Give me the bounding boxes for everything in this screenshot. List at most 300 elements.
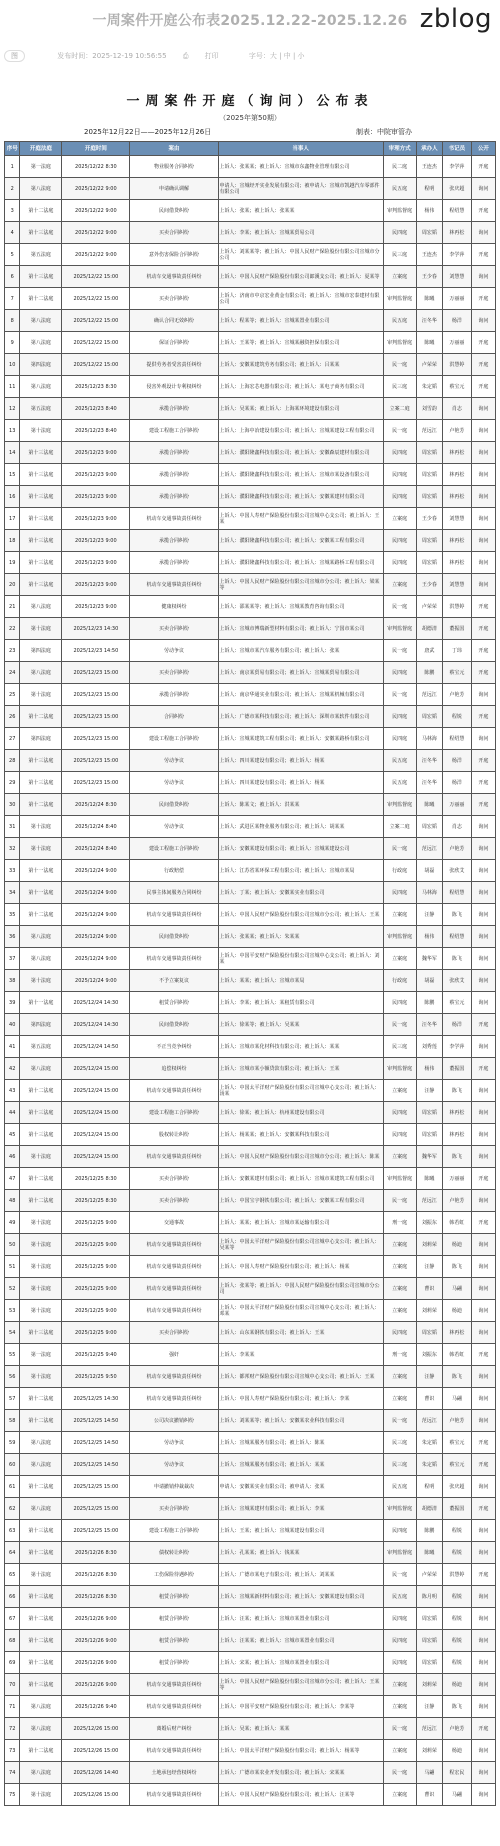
- cell-open: 询问: [471, 1190, 495, 1212]
- cell-cause: 租赁合同纠纷: [130, 992, 218, 1014]
- table-row: [5, 772, 496, 794]
- cell-time: 2025/12/22 15:00: [62, 332, 130, 354]
- cell-cause: 物业服务合同纠纷: [130, 156, 218, 178]
- cell-open: 询问: [471, 1608, 495, 1630]
- cell-open: 开庭: [471, 288, 495, 310]
- cell-trial-type: 审判监督庭: [383, 794, 416, 816]
- cell-trial-type: 民四庭: [383, 486, 416, 508]
- table-row: [5, 1608, 496, 1630]
- table-row: [5, 662, 496, 684]
- cell-judge: 范远江: [416, 420, 442, 442]
- table-row: [5, 970, 496, 992]
- cell-no: 5: [5, 244, 20, 266]
- cell-no: 75: [5, 1784, 20, 1806]
- cell-open: 询问: [471, 684, 495, 706]
- cell-parties: 上诉人：濮阳隆鑫科技有限公司；被上诉人：宣城市某设备有限公司: [218, 464, 383, 486]
- cell-open: 开庭: [471, 794, 495, 816]
- column-header-time: 开庭时间: [62, 142, 130, 156]
- cell-parties: 上诉人：都邦财产保险股份有限公司宣城中心支公司；被上诉人：王某: [218, 1366, 383, 1388]
- cell-clerk: 陈飞: [443, 904, 472, 926]
- cell-cause: 工伤保险待遇纠纷: [130, 1564, 218, 1586]
- brand-logo[interactable]: zblog: [419, 4, 492, 34]
- table-row: [5, 684, 496, 706]
- cell-parties: 上诉人：中国人民财产保险股份有限公司宣城市分公司；被上诉人：王某等: [218, 1674, 383, 1696]
- cell-open: 开庭: [471, 200, 495, 222]
- cell-court: 第十三法庭: [20, 1520, 62, 1542]
- cell-no: 31: [5, 816, 20, 838]
- cell-open: 询问: [471, 310, 495, 332]
- cell-trial-type: 立案庭: [383, 1080, 416, 1102]
- cell-cause: 机动车交通事故责任纠纷: [130, 904, 218, 926]
- cell-parties: 上诉人：中国人民财产保险股份有限公司宣城市分公司；被上诉人：梁某等: [218, 574, 383, 596]
- cell-trial-type: 民三庭: [383, 244, 416, 266]
- cell-trial-type: 审判监督庭: [383, 288, 416, 310]
- cell-cause: 机动车交通事故责任纠纷: [130, 1256, 218, 1278]
- cell-clerk: 肖志: [443, 816, 472, 838]
- cell-judge: 杨伟: [416, 1058, 442, 1080]
- cell-open: 开庭: [471, 1058, 495, 1080]
- cell-clerk: 程宏民: [443, 1762, 472, 1784]
- cell-clerk: 蔡宝元: [443, 1432, 472, 1454]
- cell-cause: 强奸: [130, 1344, 218, 1366]
- cell-court: 第四法庭: [20, 640, 62, 662]
- cell-cause: 机动车交通事故责任纠纷: [130, 1234, 218, 1256]
- cell-judge: 曹识: [416, 1278, 442, 1300]
- cell-open: 询问: [471, 926, 495, 948]
- cell-clerk: 陈飞: [443, 1256, 472, 1278]
- cell-open: 询问: [471, 486, 495, 508]
- cell-time: 2025/12/25 14:50: [62, 1454, 130, 1476]
- cell-clerk: 万丽丽: [443, 288, 472, 310]
- cell-clerk: 万丽丽: [443, 332, 472, 354]
- cell-trial-type: 民四庭: [383, 530, 416, 552]
- cell-trial-type: 民四庭: [383, 728, 416, 750]
- cell-judge: 刘莉荣: [416, 1674, 442, 1696]
- column-header-open: 公开: [471, 142, 495, 156]
- cell-clerk: 程锐: [443, 1520, 472, 1542]
- cell-court: 第十三法庭: [20, 574, 62, 596]
- cell-no: 69: [5, 1652, 20, 1674]
- cell-parties: 上诉人：邵某某等；被上诉人：宣城某教育咨询有限公司: [218, 596, 383, 618]
- cell-clerk: 杨迪: [443, 1740, 472, 1762]
- cell-trial-type: 立案庭: [383, 948, 416, 970]
- table-row: [5, 640, 496, 662]
- cell-court: 第十二法庭: [20, 1476, 62, 1498]
- cell-judge: 周宏韬: [416, 442, 442, 464]
- cell-cause: 侵害外观设计专利权纠纷: [130, 376, 218, 398]
- cell-time: 2025/12/24 8:30: [62, 794, 130, 816]
- table-row: [5, 376, 496, 398]
- cell-no: 6: [5, 266, 20, 288]
- cell-court: 第五法庭: [20, 1036, 62, 1058]
- cell-clerk: 刘慧慧: [443, 266, 472, 288]
- cell-cause: 确认合同无效纠纷: [130, 310, 218, 332]
- cell-open: 开庭: [471, 1168, 495, 1190]
- cell-no: 43: [5, 1080, 20, 1102]
- table-row: [5, 1652, 496, 1674]
- cell-open: 开庭: [471, 750, 495, 772]
- cell-judge: 马林海: [416, 882, 442, 904]
- cell-no: 15: [5, 464, 20, 486]
- table-row: [5, 1454, 496, 1476]
- table-row: [5, 420, 496, 442]
- cell-clerk: 杨洋: [443, 750, 472, 772]
- cell-time: 2025/12/26 14:40: [62, 1762, 130, 1784]
- cell-parties: 上诉人：宣城某建材有限公司；被上诉人：李某: [218, 1498, 383, 1520]
- cell-clerk: 陈飞: [443, 948, 472, 970]
- table-row: [5, 596, 496, 618]
- cell-parties: 上诉人：安徽某建筑劳务有限公司；被上诉人：吕某某: [218, 354, 383, 376]
- cell-trial-type: 立案庭: [383, 1740, 416, 1762]
- cell-court: 第八法庭: [20, 948, 62, 970]
- cell-clerk: 卢艳芳: [443, 838, 472, 860]
- cell-trial-type: 立案庭: [383, 904, 416, 926]
- cell-no: 11: [5, 376, 20, 398]
- cell-parties: 上诉人：广德市某电子有限公司；被上诉人：刘某某: [218, 1564, 383, 1586]
- cell-parties: 上诉人：宣城市某化材科技有限公司；被上诉人：某某: [218, 1036, 383, 1058]
- cell-parties: 上诉人：李某；被上诉人：宣城某贸易公司: [218, 222, 383, 244]
- cell-trial-type: 立案庭: [383, 1256, 416, 1278]
- cell-open: 开庭: [471, 1432, 495, 1454]
- cell-court: 第八法庭: [20, 662, 62, 684]
- cell-cause: 劳动争议: [130, 640, 218, 662]
- font-size-control[interactable]: 字号：大 | 中 | 小: [248, 52, 305, 60]
- cell-judge: 陈曦: [416, 332, 442, 354]
- cell-parties: 上诉人：宣城某建筑工程有限公司；被上诉人：安徽某路桥有限公司: [218, 728, 383, 750]
- cell-parties: 上诉人：王某；被上诉人：宣城某建设有限公司: [218, 1520, 383, 1542]
- cell-clerk: 洪慧婷: [443, 354, 472, 376]
- cell-trial-type: 立案庭: [383, 1784, 416, 1806]
- cell-clerk: 丁玮: [443, 640, 472, 662]
- cell-cause: 承揽合同纠纷: [130, 464, 218, 486]
- cell-no: 67: [5, 1608, 20, 1630]
- cell-judge: 朱定韬: [416, 1432, 442, 1454]
- cell-time: 2025/12/26 9:40: [62, 1696, 130, 1718]
- cell-judge: 汪静: [416, 904, 442, 926]
- cell-cause: 机动车交通事故责任纠纷: [130, 1674, 218, 1696]
- table-row: [5, 816, 496, 838]
- cell-cause: 买卖合同纠纷: [130, 1322, 218, 1344]
- page-title: 一周案件开庭公布表2025.12.22-2025.12.26: [92, 13, 408, 29]
- cell-court: 第十三法庭: [20, 1102, 62, 1124]
- table-row: [5, 1058, 496, 1080]
- cell-parties: 上诉人：上海宏芯电器有限公司；被上诉人：某电子商务有限公司: [218, 376, 383, 398]
- cell-cause: 承揽合同纠纷: [130, 552, 218, 574]
- cell-trial-type: 民四庭: [383, 882, 416, 904]
- cell-open: 开庭: [471, 618, 495, 640]
- cell-court: 第十三法庭: [20, 442, 62, 464]
- cell-no: 23: [5, 640, 20, 662]
- cell-trial-type: 审判监督庭: [383, 332, 416, 354]
- cell-trial-type: 立案庭: [383, 1234, 416, 1256]
- cell-time: 2025/12/23 9:00: [62, 596, 130, 618]
- cell-trial-type: 民五庭: [383, 1586, 416, 1608]
- cell-parties: 上诉人：宣城某服务有限公司；被上诉人：陈某: [218, 1432, 383, 1454]
- cell-time: 2025/12/24 9:00: [62, 948, 130, 970]
- cell-cause: 公司决议撤销纠纷: [130, 1410, 218, 1432]
- cell-parties: 上诉人：程某等；被上诉人：宣城某置业有限公司: [218, 310, 383, 332]
- cell-no: 38: [5, 970, 20, 992]
- cell-court: 第八法庭: [20, 1718, 62, 1740]
- cell-cause: 机动车交通事故责任纠纷: [130, 1146, 218, 1168]
- publish-time: 发布时间：2025-12-19 10:56:55: [57, 52, 167, 60]
- cell-parties: 上诉人：中国太平洋财产保险股份有限公司；被上诉人：杨某等: [218, 1740, 383, 1762]
- table-row: [5, 706, 496, 728]
- cell-court: 第十法庭: [20, 1564, 62, 1586]
- cell-court: 第十二法庭: [20, 288, 62, 310]
- cell-clerk: 李学萍: [443, 156, 472, 178]
- cell-trial-type: 立案庭: [383, 1146, 416, 1168]
- cell-no: 56: [5, 1366, 20, 1388]
- cell-clerk: 林再松: [443, 486, 472, 508]
- cell-open: 询问: [471, 420, 495, 442]
- table-row: [5, 1696, 496, 1718]
- cell-court: 第十法庭: [20, 1256, 62, 1278]
- cell-court: 第十二法庭: [20, 1410, 62, 1432]
- table-row: [5, 860, 496, 882]
- cell-trial-type: 民四庭: [383, 1520, 416, 1542]
- cell-court: 第十二法庭: [20, 1388, 62, 1410]
- cell-cause: 劳动争议: [130, 750, 218, 772]
- cell-clerk: 张欣艾: [443, 970, 472, 992]
- cell-clerk: 程锐: [443, 1630, 472, 1652]
- cell-clerk: 张庆超: [443, 178, 472, 200]
- cell-no: 49: [5, 1212, 20, 1234]
- cell-trial-type: 民三庭: [383, 376, 416, 398]
- table-row: [5, 244, 496, 266]
- cell-judge: 周宏韬: [416, 222, 442, 244]
- column-header-court: 开庭法庭: [20, 142, 62, 156]
- cell-court: 第十一法庭: [20, 882, 62, 904]
- cell-parties: 上诉人：汪某某；被上诉人：宣城市某置业有限公司: [218, 1630, 383, 1652]
- cell-cause: 建设工程施工合同纠纷: [130, 728, 218, 750]
- print-link[interactable]: [183, 52, 233, 60]
- cell-trial-type: 民四庭: [383, 706, 416, 728]
- cell-no: 36: [5, 926, 20, 948]
- cell-court: 第一法庭: [20, 1344, 62, 1366]
- cell-judge: 汪冬华: [416, 750, 442, 772]
- cell-cause: 机动车交通事故责任纠纷: [130, 1388, 218, 1410]
- cell-no: 18: [5, 530, 20, 552]
- cell-clerk: 刘慧慧: [443, 508, 472, 530]
- cell-clerk: 万丽丽: [443, 794, 472, 816]
- cell-time: 2025/12/22 8:30: [62, 156, 130, 178]
- cell-open: 询问: [471, 530, 495, 552]
- cell-cause: 劳动争议: [130, 1432, 218, 1454]
- cell-clerk: 董振国: [443, 618, 472, 640]
- cell-time: 2025/12/26 15:00: [62, 1784, 130, 1806]
- table-row: [5, 1146, 496, 1168]
- cell-trial-type: 审判监督庭: [383, 1168, 416, 1190]
- cell-judge: 周宏韬: [416, 486, 442, 508]
- cell-cause: 申请确认调解: [130, 178, 218, 200]
- table-row: [5, 464, 496, 486]
- cell-time: 2025/12/23 8:40: [62, 398, 130, 420]
- cell-open: 询问: [471, 1388, 495, 1410]
- cell-time: 2025/12/25 15:00: [62, 1520, 130, 1542]
- cell-trial-type: 立案二庭: [383, 816, 416, 838]
- cell-judge: 陈鹏: [416, 1520, 442, 1542]
- cell-cause: 合同纠纷: [130, 706, 218, 728]
- cell-time: 2025/12/25 15:00: [62, 1476, 130, 1498]
- cell-judge: 刘振东: [416, 1212, 442, 1234]
- cell-court: 第十二法庭: [20, 200, 62, 222]
- cell-time: 2025/12/26 9:00: [62, 1608, 130, 1630]
- cell-cause: 承揽合同纠纷: [130, 684, 218, 706]
- cell-trial-type: 民一庭: [383, 640, 416, 662]
- cell-parties: 上诉人：上海中冶建设有限公司；被上诉人：宣城某建设工程有限公司: [218, 420, 383, 442]
- table-row: [5, 1080, 496, 1102]
- cell-judge: 卢荣荣: [416, 1564, 442, 1586]
- cell-time: 2025/12/26 9:00: [62, 1674, 130, 1696]
- cell-parties: 上诉人：安徽某建材有限公司；被上诉人：宣城市某建筑工程有限公司: [218, 1168, 383, 1190]
- cell-open: 询问: [471, 266, 495, 288]
- cell-court: 第十法庭: [20, 1278, 62, 1300]
- meta-pill[interactable]: 图: [4, 50, 25, 62]
- table-row: [5, 1432, 496, 1454]
- cell-trial-type: 民三庭: [383, 1454, 416, 1476]
- cell-open: 询问: [471, 1652, 495, 1674]
- cell-cause: 土地承包经营权纠纷: [130, 1762, 218, 1784]
- cell-clerk: 张庆超: [443, 1476, 472, 1498]
- cell-cause: 买卖合同纠纷: [130, 1190, 218, 1212]
- cell-court: 第十三法庭: [20, 222, 62, 244]
- cell-cause: 民间借贷纠纷: [130, 1014, 218, 1036]
- cell-no: 14: [5, 442, 20, 464]
- cell-open: 询问: [471, 1278, 495, 1300]
- cell-judge: 胡德清: [416, 618, 442, 640]
- cell-parties: 申请人：安徽某实业有限公司；被申请人：张某: [218, 1476, 383, 1498]
- cell-court: 第八法庭: [20, 178, 62, 200]
- cell-clerk: 肖志: [443, 398, 472, 420]
- cell-trial-type: 民五庭: [383, 772, 416, 794]
- cell-time: 2025/12/25 9:50: [62, 1366, 130, 1388]
- table-header-row: [5, 142, 496, 156]
- cell-cause: 民间借贷纠纷: [130, 200, 218, 222]
- table-row: [5, 1300, 496, 1322]
- cell-no: 26: [5, 706, 20, 728]
- cell-clerk: 林再松: [443, 442, 472, 464]
- cell-clerk: 杨迪: [443, 1674, 472, 1696]
- table-row: [5, 1674, 496, 1696]
- cell-no: 52: [5, 1278, 20, 1300]
- cell-clerk: 蔡宝元: [443, 992, 472, 1014]
- cell-court: 第十二法庭: [20, 1080, 62, 1102]
- cell-trial-type: 民五庭: [383, 178, 416, 200]
- cell-open: 开庭: [471, 772, 495, 794]
- cell-time: 2025/12/25 9:00: [62, 1300, 130, 1322]
- table-row: [5, 1542, 496, 1564]
- cell-judge: 胡磊: [416, 860, 442, 882]
- cell-parties: 上诉人：刘某某等；被上诉人：安徽某农业科技有限公司: [218, 1410, 383, 1432]
- cell-open: 询问: [471, 508, 495, 530]
- cell-parties: 上诉人：中国太平洋财产保险股份有限公司宣城中心支公司；被上诉人：邓某: [218, 1300, 383, 1322]
- cell-trial-type: 立案庭: [383, 1696, 416, 1718]
- cell-parties: 上诉人：宣城某服务有限公司；被上诉人：某某: [218, 1454, 383, 1476]
- cell-open: 开庭: [471, 1014, 495, 1036]
- cell-judge: 周宏韬: [416, 816, 442, 838]
- cell-judge: 汪冬华: [416, 310, 442, 332]
- cell-open: 询问: [471, 442, 495, 464]
- cell-clerk: 卢艳芳: [443, 1410, 472, 1432]
- cell-parties: 上诉人：丁某；被上诉人：安徽某实业有限公司: [218, 882, 383, 904]
- cell-no: 40: [5, 1014, 20, 1036]
- cell-time: 2025/12/22 9:00: [62, 244, 130, 266]
- cell-clerk: 卢艳芳: [443, 420, 472, 442]
- cell-court: 第十三法庭: [20, 486, 62, 508]
- cell-cause: 租赁合同纠纷: [130, 1586, 218, 1608]
- cell-court: 第八法庭: [20, 1454, 62, 1476]
- cell-clerk: 洪慧婷: [443, 1564, 472, 1586]
- cell-trial-type: 立案庭: [383, 1366, 416, 1388]
- cell-trial-type: 立案庭: [383, 1278, 416, 1300]
- cell-cause: 民事主体间服务合同纠纷: [130, 882, 218, 904]
- cell-parties: 上诉人：四川某建设有限公司；被上诉人：杨某: [218, 772, 383, 794]
- cell-cause: 租赁合同纠纷: [130, 1608, 218, 1630]
- cell-clerk: 卢艳芳: [443, 1718, 472, 1740]
- cell-cause: 不正当竞争纠纷: [130, 1036, 218, 1058]
- cell-parties: 上诉人：中国太平洋财产保险股份有限公司宣城中心支公司；被上诉人：吴某等: [218, 1234, 383, 1256]
- cell-no: 25: [5, 684, 20, 706]
- cell-clerk: 杨洋: [443, 1014, 472, 1036]
- cell-time: 2025/12/25 14:50: [62, 1432, 130, 1454]
- cell-trial-type: 民四庭: [383, 1608, 416, 1630]
- cell-court: 第十法庭: [20, 1300, 62, 1322]
- cell-trial-type: 民五庭: [383, 1476, 416, 1498]
- cell-time: 2025/12/25 8:30: [62, 1190, 130, 1212]
- cell-parties: 上诉人：广德市某农业开发有限公司；被上诉人：宋某某: [218, 1762, 383, 1784]
- cell-time: 2025/12/24 8:40: [62, 816, 130, 838]
- table-row: [5, 508, 496, 530]
- cell-parties: 上诉人：中国人民财产保险股份有限公司；被上诉人：汪某等: [218, 1784, 383, 1806]
- cell-cause: 行政赔偿: [130, 860, 218, 882]
- cell-judge: 陈曦: [416, 1542, 442, 1564]
- cell-no: 32: [5, 838, 20, 860]
- cell-cause: 股权转让纠纷: [130, 1124, 218, 1146]
- cell-court: 第八法庭: [20, 332, 62, 354]
- cell-no: 28: [5, 750, 20, 772]
- cell-clerk: 陈飞: [443, 1146, 472, 1168]
- cell-cause: 建设工程施工合同纠纷: [130, 1520, 218, 1542]
- cell-no: 9: [5, 332, 20, 354]
- cell-no: 47: [5, 1168, 20, 1190]
- cell-clerk: 林再松: [443, 530, 472, 552]
- cell-no: 63: [5, 1520, 20, 1542]
- cell-parties: 上诉人：李某某: [218, 1344, 383, 1366]
- cell-judge: 汪静: [416, 1080, 442, 1102]
- cell-court: 第四法庭: [20, 1014, 62, 1036]
- cell-parties: 上诉人：山东某钢铁有限公司；被上诉人：王某: [218, 1322, 383, 1344]
- cell-no: 60: [5, 1454, 20, 1476]
- cell-open: 开庭: [471, 1212, 495, 1234]
- cell-open: 开庭: [471, 1718, 495, 1740]
- cell-open: 询问: [471, 1476, 495, 1498]
- cell-trial-type: 民一庭: [383, 1564, 416, 1586]
- cell-parties: 上诉人：中国人寿财产保险股份有限公司；被上诉人：杨某: [218, 1256, 383, 1278]
- cell-judge: 陈曦: [416, 794, 442, 816]
- cell-open: 开庭: [471, 1564, 495, 1586]
- cell-open: 询问: [471, 178, 495, 200]
- cell-parties: 上诉人：王某等；被上诉人：宣城某融资担保有限公司: [218, 332, 383, 354]
- cell-court: 第十法庭: [20, 420, 62, 442]
- cell-no: 8: [5, 310, 20, 332]
- cell-no: 21: [5, 596, 20, 618]
- cell-cause: 债权转让纠纷: [130, 1542, 218, 1564]
- cell-cause: 保证合同纠纷: [130, 332, 218, 354]
- cell-cause: 承揽合同纠纷: [130, 398, 218, 420]
- cell-cause: 租赁合同纠纷: [130, 1630, 218, 1652]
- cell-clerk: 董振国: [443, 1058, 472, 1080]
